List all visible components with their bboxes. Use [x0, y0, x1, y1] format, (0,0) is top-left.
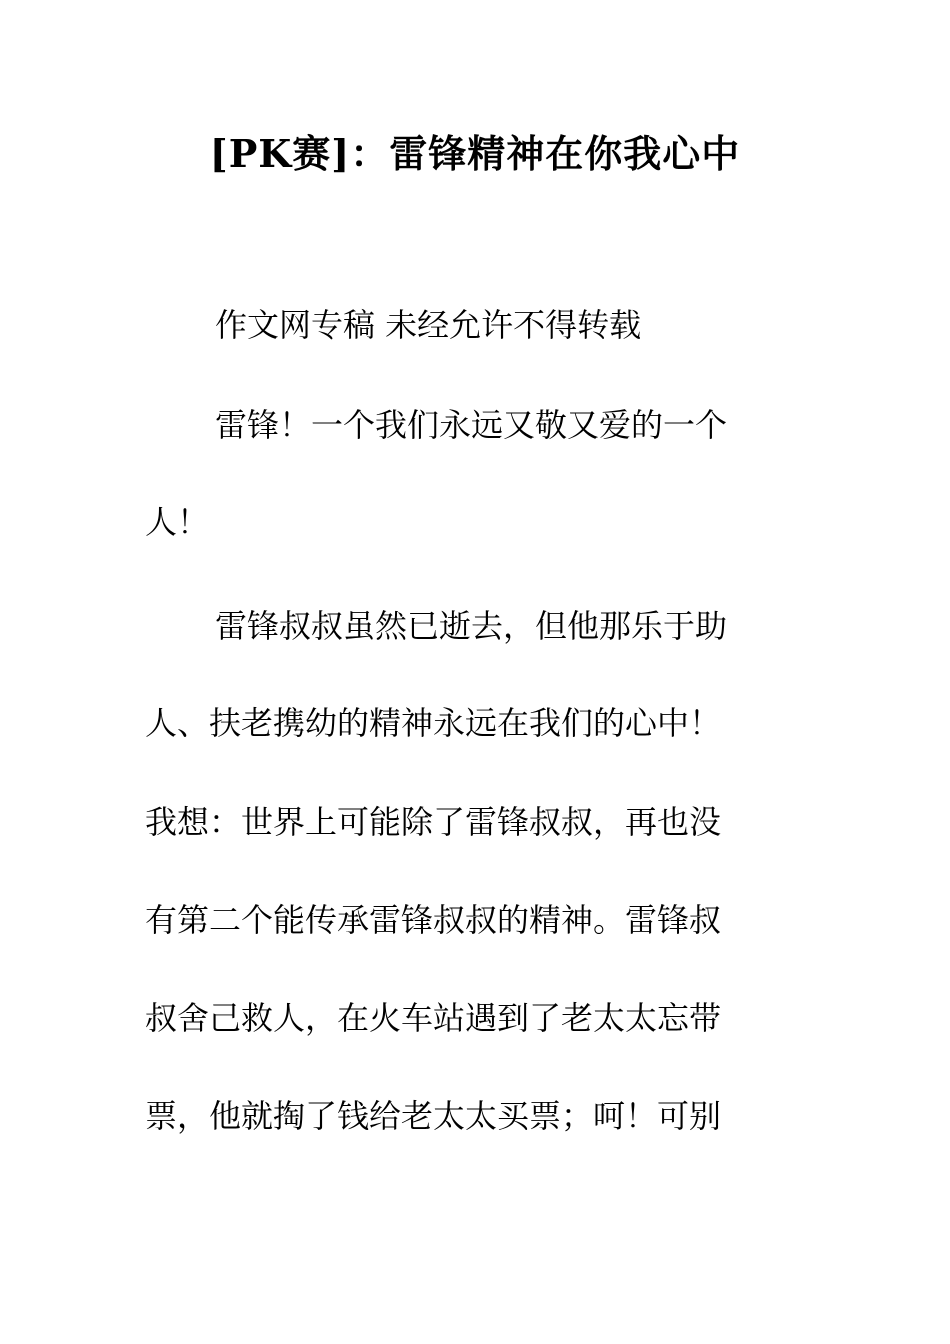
- paragraph-line: 雷锋！一个我们永远又敬又爱的一个: [215, 406, 728, 444]
- paragraph-line: 叔舍己救人，在火车站遇到了老太太忘带: [145, 999, 722, 1037]
- paragraph-line: 雷锋叔叔虽然已逝去，但他那乐于助: [215, 607, 728, 645]
- document-title: [PK赛]：雷锋精神在你我心中: [209, 131, 741, 176]
- paragraph-line: 票，他就掏了钱给老太太买票；呵！可别: [145, 1097, 722, 1135]
- paragraph-line: 我想：世界上可能除了雷锋叔叔，再也没: [145, 803, 722, 841]
- paragraph-line: 人！: [145, 503, 210, 541]
- byline: 作文网专稿 未经允许不得转载: [215, 306, 642, 344]
- paragraph-line: 人、扶老携幼的精神永远在我们的心中！: [145, 704, 722, 742]
- paragraph-line: 有第二个能传承雷锋叔叔的精神。雷锋叔: [145, 901, 722, 939]
